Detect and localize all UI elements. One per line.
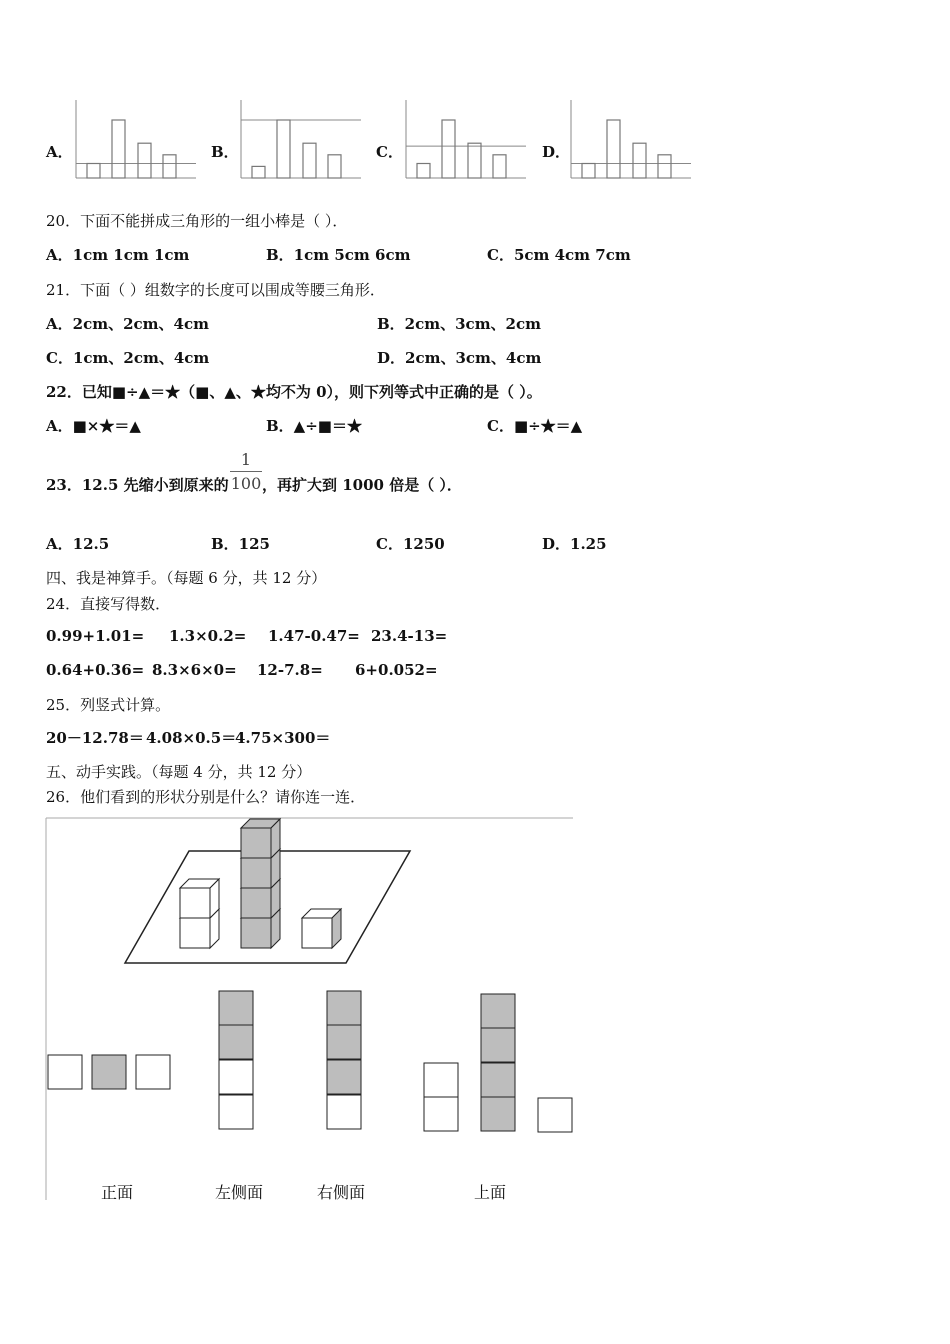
- cube-front-face: [241, 858, 271, 888]
- q25-item[interactable]: 4.75×300＝: [235, 729, 331, 747]
- q24-item[interactable]: 1.47-0.47=: [268, 627, 360, 645]
- q19-option-b-label[interactable]: B．: [211, 143, 239, 161]
- left-view-square: [219, 1095, 253, 1129]
- q23-fraction-denominator: 100: [230, 474, 262, 493]
- q26-question: 26．他们看到的形状分别是什么？请你连一连．: [46, 788, 366, 806]
- q24-item[interactable]: 0.64+0.36=: [46, 661, 145, 679]
- q25-item[interactable]: 4.08×0.5＝: [146, 729, 237, 747]
- q23-option-b[interactable]: B．125: [211, 535, 270, 553]
- section-4-heading: 四、我是神算手。（每题 6 分，共 12 分）: [46, 569, 327, 587]
- q23-question-suffix: ，再扩大到 1000 倍是（ ）．: [262, 476, 462, 494]
- cube-front-face: [241, 918, 271, 948]
- projection-views: [48, 991, 572, 1132]
- left-view-square: [219, 1025, 253, 1059]
- left-view-square: [219, 991, 253, 1025]
- q20-option-c[interactable]: C．5cm 4cm 7cm: [487, 246, 631, 264]
- cube-front-face: [180, 918, 210, 948]
- top-view-square: [424, 1097, 458, 1131]
- q20-option-b[interactable]: B．1cm 5cm 6cm: [266, 246, 411, 264]
- q23-option-a[interactable]: A．12.5: [46, 535, 110, 553]
- q22-option-a[interactable]: A．■×★＝▲: [46, 417, 141, 435]
- right-view-square: [327, 991, 361, 1025]
- top-view-square: [481, 1063, 515, 1097]
- q24-item[interactable]: 0.99+1.01=: [46, 627, 145, 645]
- right-view-square: [327, 1095, 361, 1129]
- q22-option-c[interactable]: C．■÷★＝▲: [487, 417, 583, 435]
- view-label-right: 右侧面: [317, 1183, 366, 1202]
- q24-item[interactable]: 6+0.052=: [355, 661, 438, 679]
- q23-question-prefix: 23．12.5 先缩小到原来的: [46, 476, 229, 494]
- q25-item[interactable]: 20－12.78＝: [46, 729, 144, 747]
- q22-question: 22．已知■÷▲＝★（■、▲、★均不为 0），则下列等式中正确的是（ ）。: [46, 383, 542, 401]
- q24-question: 24．直接写得数．: [46, 595, 171, 613]
- cube: [302, 909, 341, 948]
- q23-option-d[interactable]: D．1.25: [542, 535, 607, 553]
- q20-question: 20．下面不能拼成三角形的一组小棒是（ ）．: [46, 212, 348, 230]
- stacked-cubes-3d: [180, 819, 341, 948]
- front-view-square: [136, 1055, 170, 1089]
- view-label-top: 上面: [474, 1183, 507, 1202]
- q24-item[interactable]: 1.3×0.2=: [169, 627, 247, 645]
- cube-front-face: [241, 828, 271, 858]
- top-view-square: [424, 1063, 458, 1097]
- q21-option-d[interactable]: D．2cm、3cm、4cm: [377, 349, 542, 367]
- q22-option-b[interactable]: B．▲÷■＝★: [266, 417, 362, 435]
- q21-option-c[interactable]: C．1cm、2cm、4cm: [46, 349, 210, 367]
- q21-option-a[interactable]: A．2cm、2cm、4cm: [46, 315, 209, 333]
- cube-front-face: [302, 918, 332, 948]
- q23-option-c[interactable]: C．1250: [376, 535, 445, 553]
- q25-question: 25．列竖式计算。: [46, 696, 171, 714]
- left-view-square: [219, 1060, 253, 1094]
- view-label-front: 正面: [101, 1183, 134, 1202]
- top-view-square: [481, 1028, 515, 1062]
- q21-question: 21．下面（ ）组数字的长度可以围成等腰三角形．: [46, 281, 385, 299]
- q19-option-c-label[interactable]: C．: [376, 143, 403, 161]
- q20-option-a[interactable]: A．1cm 1cm 1cm: [46, 246, 190, 264]
- cube-front-face: [241, 888, 271, 918]
- section-5-heading: 五、动手实践。（每题 4 分，共 12 分）: [46, 763, 312, 781]
- front-view-square: [48, 1055, 82, 1089]
- q24-item[interactable]: 23.4-13=: [371, 627, 448, 645]
- q24-item[interactable]: 12-7.8=: [257, 661, 323, 679]
- q23-fraction-numerator: 1: [240, 450, 252, 469]
- right-view-square: [327, 1060, 361, 1094]
- q19-option-a-label[interactable]: A．: [46, 143, 73, 161]
- q19-option-d-label[interactable]: D．: [542, 143, 571, 161]
- q21-option-b[interactable]: B．2cm、3cm、2cm: [377, 315, 542, 333]
- top-view-square: [481, 1097, 515, 1131]
- front-view-square: [92, 1055, 126, 1089]
- right-view-square: [327, 1025, 361, 1059]
- top-view-square: [481, 994, 515, 1028]
- cube: [241, 819, 280, 858]
- view-label-left: 左侧面: [215, 1183, 264, 1202]
- cube-front-face: [180, 888, 210, 918]
- cube: [180, 879, 219, 918]
- q24-item[interactable]: 8.3×6×0=: [152, 661, 237, 679]
- top-view-square: [538, 1098, 572, 1132]
